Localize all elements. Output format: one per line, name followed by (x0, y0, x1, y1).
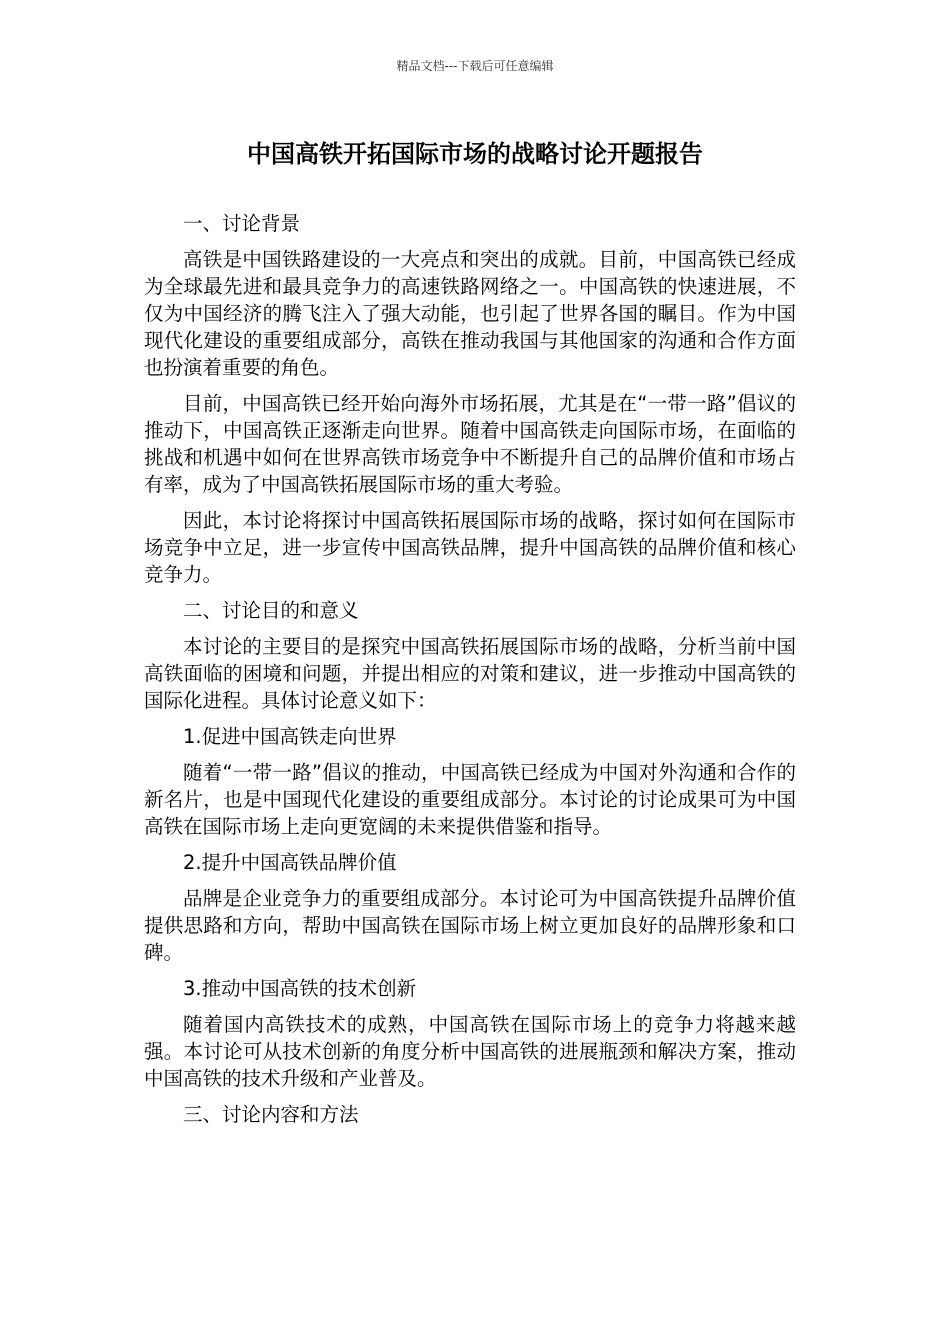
paragraph: 随着“一带一路”倡议的推动，中国高铁已经成为中国对外沟通和合作的新名片，也是中国现代化建设的重要组成部分。本讨论的讨论成果可为中国高铁在国际市场上走向更宽阔的未来提供借鉴和指导。 (144, 761, 796, 838)
subheading-tech-innovation: 3.推动中国高铁的技术创新 (183, 977, 417, 1000)
section-heading-background: 一、讨论背景 (183, 212, 301, 235)
paragraph: 目前，中国高铁已经开始向海外市场拓展，尤其是在“一带一路”倡议的推动下，中国高铁正逐渐走向世界。随着中国高铁走向国际市场，在面临的挑战和机遇中如何在世界高铁市场竞争中不断提升自己的品牌价值和市场占有率，成为了中国高铁拓展国际市场的重大考验。 (144, 392, 796, 496)
paragraph: 因此，本讨论将探讨中国高铁拓展国际市场的战略，探讨如何在国际市场竞争中立足，进一步宣传中国高铁品牌，提升中国高铁的品牌价值和核心竞争力。 (144, 509, 796, 586)
document-title: 中国高铁开拓国际市场的战略讨论开题报告 (247, 140, 703, 168)
paragraph: 高铁是中国铁路建设的一大亮点和突出的成就。目前，中国高铁已经成为全球最先进和最具竞争力的高速铁路网络之一。中国高铁的快速进展，不仅为中国经济的腾飞注入了强大动能，也引起了世界各国的瞩目。作为中国现代化建设的重要组成部分，高铁在推动我国与其他国家的沟通和合作方面也扮演着重要的角色。 (144, 248, 796, 379)
header-note: 精品文档---下载后可任意编辑 (396, 59, 554, 73)
document-body (144, 210, 796, 1137)
subheading-brand-value: 2.提升中国高铁品牌价值 (183, 851, 397, 874)
subheading-go-global: 1.促进中国高铁走向世界 (183, 725, 397, 748)
section-heading-content-method: 三、讨论内容和方法 (183, 1103, 359, 1126)
paragraph: 品牌是企业竞争力的重要组成部分。本讨论可为中国高铁提升品牌价值提供思路和方向，帮助中国高铁在国际市场上树立更加良好的品牌形象和口碑。 (144, 887, 796, 964)
paragraph: 本讨论的主要目的是探究中国高铁拓展国际市场的战略，分析当前中国高铁面临的困境和问题，并提出相应的对策和建议，进一步推动中国高铁的国际化进程。具体讨论意义如下： (144, 635, 796, 712)
section-heading-purpose: 二、讨论目的和意义 (183, 599, 359, 622)
paragraph: 随着国内高铁技术的成熟，中国高铁在国际市场上的竞争力将越来越强。本讨论可从技术创新的角度分析中国高铁的进展瓶颈和解决方案，推动中国高铁的技术升级和产业普及。 (144, 1013, 796, 1090)
